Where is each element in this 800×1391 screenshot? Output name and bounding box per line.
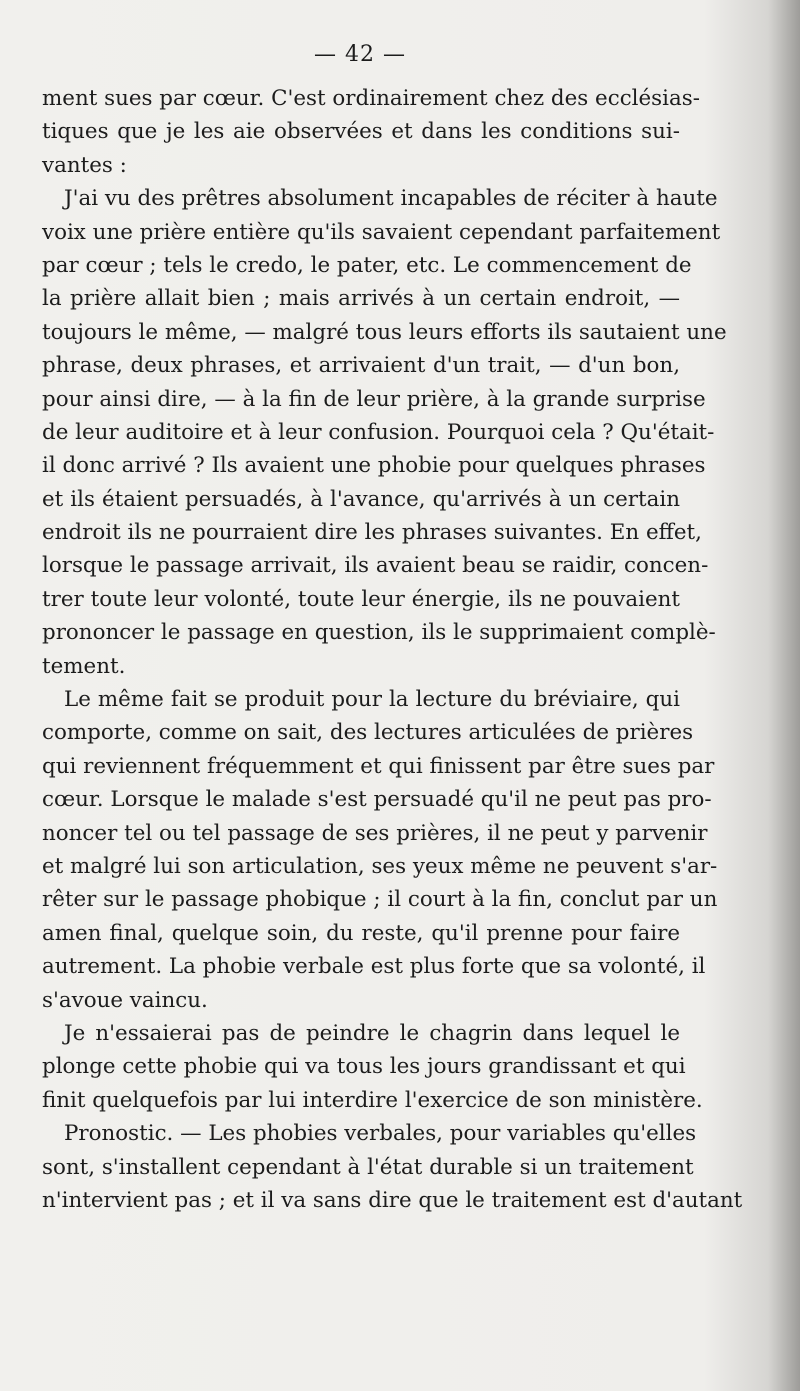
text-line: prononcer le passage en question, ils le supprimaient complè- [42, 620, 716, 646]
text-line: cœur. Lorsque le malade s'est persuadé qu'il ne peut pas pro- [42, 787, 712, 813]
text-line: la prière allait bien ; mais arrivés à un certain endroit, — [42, 286, 680, 312]
text-line: toujours le même, — malgré tous leurs efforts ils sautaient une [42, 319, 727, 345]
text-line: autrement. La phobie verbale est plus forte que sa volonté, il [42, 954, 706, 980]
text-line: lorsque le passage arrivait, ils avaient beau se raidir, concen- [42, 553, 709, 579]
text-line: de leur auditoire et à leur confusion. Pourquoi cela ? Qu'était- [42, 419, 715, 445]
text-line: il donc arrivé ? Ils avaient une phobie pour quelques phrases [42, 453, 706, 479]
text-line: tiques que je les aie observées et dans les conditions sui- [42, 119, 680, 145]
text-line: n'intervient pas ; et il va sans dire que le traitement est d'autant [42, 1187, 743, 1213]
text-line: par cœur ; tels le credo, le pater, etc. Le commencement de [42, 252, 692, 278]
text-line: vantes : [42, 152, 127, 178]
page-body-text [42, 82, 743, 1217]
text-line: pour ainsi dire, — à la fin de leur prière, à la grande surprise [42, 386, 706, 412]
text-line: J'ai vu des prêtres absolument incapables de réciter à haute [64, 186, 718, 212]
text-line: finit quelquefois par lui interdire l'exercice de son ministère. [42, 1087, 703, 1113]
text-line: rêter sur le passage phobique ; il court à la fin, conclut par un [42, 887, 718, 913]
text-line: comporte, comme on sait, des lectures articulées de prières [42, 720, 694, 746]
text-line: plonge cette phobie qui va tous les jours grandissant et qui [42, 1054, 686, 1080]
text-line: Pronostic. — Les phobies verbales, pour variables qu'elles [64, 1121, 697, 1147]
text-line: phrase, deux phrases, et arrivaient d'un trait, — d'un bon, [42, 353, 680, 379]
text-line: trer toute leur volonté, toute leur énergie, ils ne pouvaient [42, 586, 680, 612]
text-line: Je n'essaierai pas de peindre le chagrin dans lequel le [64, 1020, 680, 1046]
text-line: ment sues par cœur. C'est ordinairement chez des ecclésias- [42, 86, 700, 111]
text-line: Le même fait se produit pour la lecture du bréviaire, qui [64, 687, 680, 713]
text-line: amen final, quelque soin, du reste, qu'il prenne pour faire [42, 920, 680, 946]
page-number: — 42 — [314, 42, 406, 67]
text-line: et malgré lui son articulation, ses yeux même ne peuvent s'ar- [42, 853, 718, 879]
text-line: et ils étaient persuadés, à l'avance, qu'arrivés à un certain [42, 486, 680, 512]
text-line: voix une prière entière qu'ils savaient cependant parfaitement [42, 219, 721, 245]
text-line: tement. [42, 653, 126, 679]
text-line: endroit ils ne pourraient dire les phrases suivantes. En effet, [42, 520, 702, 546]
text-line: sont, s'installent cependant à l'état durable si un traitement [42, 1154, 694, 1180]
text-line: s'avoue vaincu. [42, 987, 208, 1013]
text-line: qui reviennent fréquemment et qui finissent par être sues par [42, 753, 715, 779]
text-line: noncer tel ou tel passage de ses prières, il ne peut y parvenir [42, 820, 708, 846]
